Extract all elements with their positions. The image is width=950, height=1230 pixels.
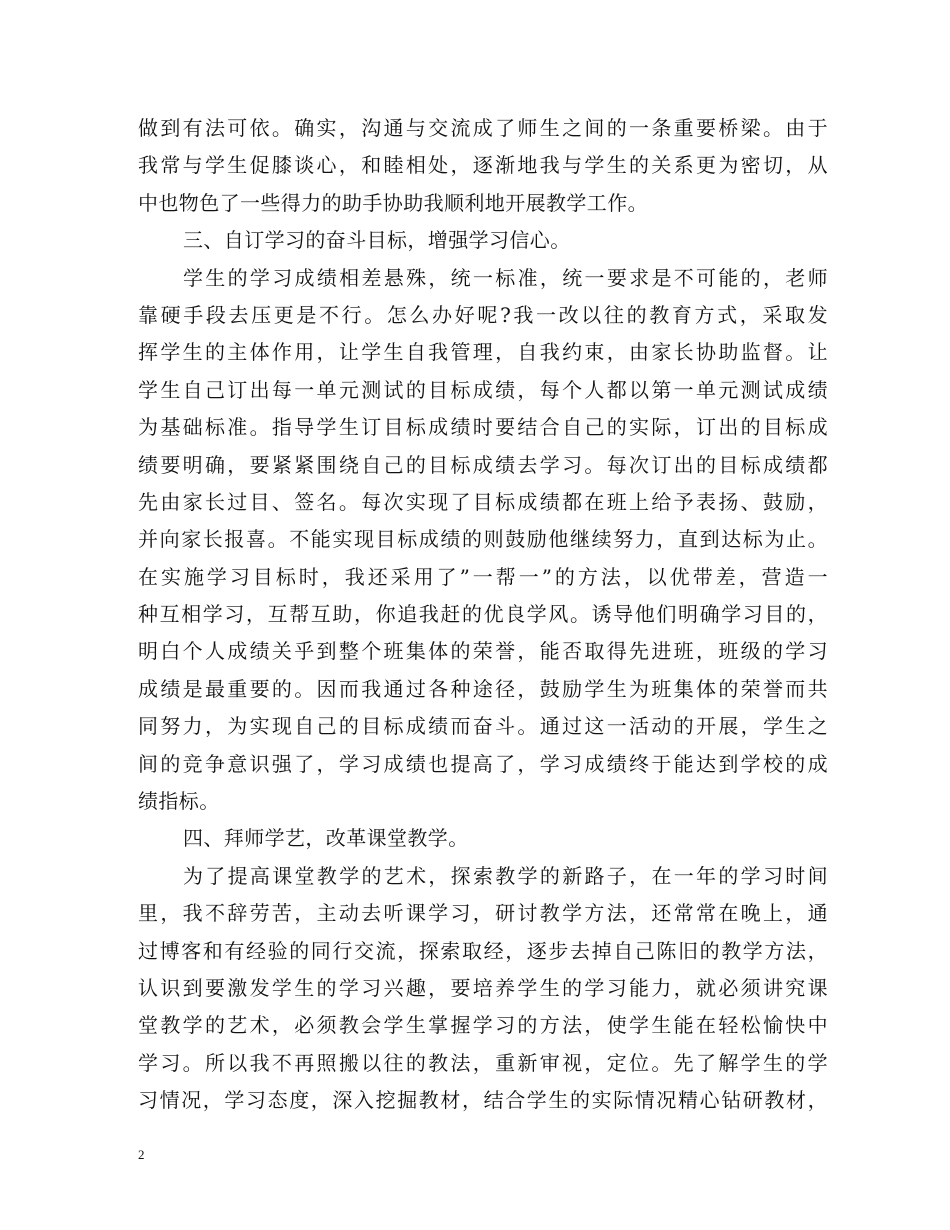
text-line: 为了提高课堂教学的艺术，探索教学的新路子，在一年的学习时间 [183, 863, 828, 888]
text-line: 堂教学的艺术，必须教会学生掌握学习的方法，使学生能在轻松愉快中 [138, 1013, 828, 1038]
text-line: 明白个人成绩关乎到整个班集体的荣誉，能否取得先进班，班级的学习 [138, 639, 828, 664]
text-line: 我常与学生促膝谈心，和睦相处，逐渐地我与学生的关系更为密切，从 [138, 153, 828, 178]
text-line: 学生的学习成绩相差悬殊，统一标准，统一要求是不可能的，老师 [183, 265, 828, 290]
text-line: 绩要明确，要紧紧围绕自己的目标成绩去学习。每次订出的目标成绩都 [138, 452, 828, 477]
text-line: 中也物色了一些得力的助手协助我顺利地开展教学工作。 [138, 190, 648, 215]
text-line: 先由家长过目、签名。每次实现了目标成绩都在班上给予表扬、鼓励， [138, 489, 828, 514]
text-line: 认识到要激发学生的学习兴趣，要培养学生的学习能力，就必须讲究课 [138, 975, 828, 1000]
page-number: 2 [138, 1147, 145, 1162]
text-line: 挥学生的主体作用，让学生自我管理，自我约束，由家长协助监督。让 [138, 340, 828, 365]
text-line: 为基础标准。指导学生订目标成绩时要结合自己的实际，订出的目标成 [138, 415, 828, 440]
text-line: 同努力，为实现自己的目标成绩而奋斗。通过这一活动的开展，学生之 [138, 714, 828, 739]
text-line: 学生自己订出每一单元测试的目标成绩，每个人都以第一单元测试成绩 [138, 377, 828, 402]
text-line: 并向家长报喜。不能实现目标成绩的则鼓励他继续努力，直到达标为止。 [138, 527, 828, 552]
body-text [138, 110, 828, 1120]
text-line: 学习。所以我不再照搬以往的教法，重新审视，定位。先了解学生的学 [138, 1050, 828, 1075]
text-line: 在实施学习目标时，我还采用了”一帮一”的方法，以优带差，营造一 [138, 564, 828, 589]
text-line: 过博客和有经验的同行交流，探索取经，逐步去掉自己陈旧的教学方法， [138, 938, 828, 963]
text-line: 做到有法可依。确实，沟通与交流成了师生之间的一条重要桥梁。由于 [138, 116, 828, 140]
section-heading-3: 三、自订学习的奋斗目标，增强学习信心。 [183, 228, 571, 253]
text-line: 靠硬手段去压更是不行。怎么办好呢?我一改以往的教育方式，采取发 [138, 302, 828, 327]
text-line: 习情况，学习态度，深入挖掘教材，结合学生的实际情况精心钻研教材， [138, 1088, 828, 1113]
text-line: 成绩是最重要的。因而我通过各种途径，鼓励学生为班集体的荣誉而共 [138, 676, 828, 701]
text-line: 里，我不辞劳苦，主动去听课学习，研讨教学方法，还常常在晚上，通 [138, 901, 828, 926]
text-line: 种互相学习，互帮互助，你追我赶的优良学风。诱导他们明确学习目的， [138, 602, 828, 627]
text-line: 间的竞争意识强了，学习成绩也提高了，学习成绩终于能达到学校的成 [138, 751, 828, 776]
section-heading-4: 四、拜师学艺，改革课堂教学。 [183, 826, 469, 851]
text-line: 绩指标。 [138, 789, 220, 814]
